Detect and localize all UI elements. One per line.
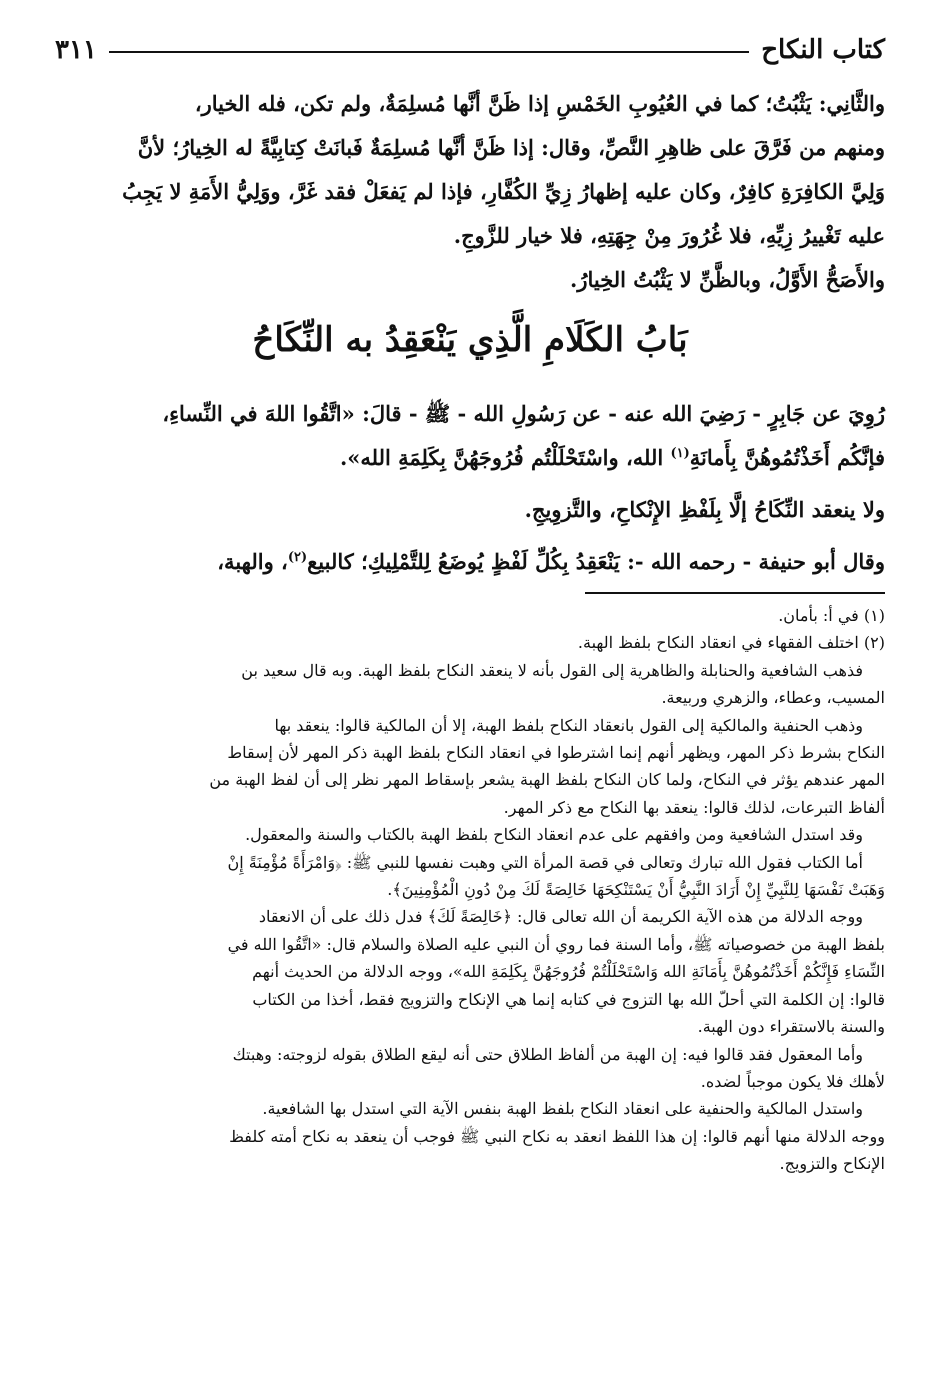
text-line: والأَصَحُّ الأَوَّلُ، وبالظَّنِّ لا يَثْبُتُ الخِيارُ. (570, 267, 885, 292)
paragraph-text: ، والهبة، (217, 549, 288, 574)
footnote-line: النِّسَاءِ فَإِنَّكُمْ أَخَذْتُمُوهُنَّ بِأَمَانَةِ الله وَاسْتَحْلَلْتُمْ فُرُوجَهُنَّ بِكَلِمَةِ الله»، ووجه الدلالة من الحديث أنهم (252, 962, 885, 982)
footnote-ref: (٢) (287, 550, 308, 565)
chapter-title: بَابُ الكَلَامِ الَّذِي يَنْعَقِدُ به النِّكَاحُ (252, 320, 688, 360)
footnote-line: ألفاظ التبرعات، لذلك قالوا: ينعقد بها النكاح مع ذكر المهر. (503, 797, 885, 817)
footnote-line: ووجه الدلالة منها أنهم قالوا: إن هذا اللفظ انعقد به نكاح النبي ﷺ فوجب أن ينعقد به نكاح أمته كلفظ (229, 1126, 885, 1146)
footnote-line: ووجه الدلالة من هذه الآية الكريمة أن الله تعالى قال: ﴿خَالِصَةً لَكَ﴾ فدل ذلك على أن الانعقاد (258, 907, 863, 927)
footnote-line: قالوا: إن الكلمة التي أحلّ الله بها التزوج في كتابه إنما هي الإنكاح والتزويج فقط، أخذا من الكتاب (252, 989, 885, 1009)
footnote-line: المهر عندهم يؤثر في النكاح، ولما كان النكاح بلفظ الهبة يشعر بإسقاط المهر نظر إلى أن لفظ الهبة من (209, 770, 885, 790)
footnote-line: وذهب الحنفية والمالكية إلى القول بانعقاد النكاح بلفظ الهبة، إلا أن المالكية قالوا: ينعقد بها (274, 715, 863, 735)
text-line: ومنهم من فَرَّقَ على ظاهِرِ النَّصِّ، وقال: إذا ظَنَّ أنَّها مُسلِمَةٌ فَبانَتْ كِتابِيَّةً له الخِيارُ؛ لأنَّ (137, 135, 885, 160)
footnote-line: الإنكاح والتزويج. (779, 1154, 885, 1174)
chapter-text-block (55, 392, 885, 584)
main-text-block (55, 82, 885, 302)
text-line: عليه تَغْييرُ زِيِّهِ، فلا غُرُورَ مِنْ جِهَتِهِ، فلا خيار للزَّوجِ. (453, 223, 885, 248)
footnote-line: والسنة بالاستقراء دون الهبة. (697, 1017, 885, 1037)
footnote-separator (585, 592, 885, 594)
hadith-text: فإنَّكُم أَخَذْتُمُوهُنَّ بِأَمانَةِ (689, 445, 885, 470)
paragraph (55, 540, 885, 584)
text-line: والثَّانِي: يَثْبُتُ؛ كما في العُيُوبِ الخَمْسِ إذا ظَنَّ أنَّها مُسلِمَةٌ، ولم تكن، فله الخيار، (194, 91, 885, 116)
footnote-line: وَهَبَتْ نَفْسَهَا لِلنَّبِيِّ إِنْ أَرَادَ النَّبِيُّ أَنْ يَسْتَنْكِحَهَا خَالِصَةً لَكَ مِنْ دُونِ الْمُؤْمِنِينَ﴾. (387, 880, 885, 900)
footnote-line: وأما المعقول فقد قالوا فيه: إن الهبة من ألفاظ الطلاق حتى أنه ليقع الطلاق بقوله لزوجته: وهبتك (232, 1044, 863, 1064)
hadith-line: رُوِيَ عن جَابِرٍ - رَضِيَ الله عنه - عن رَسُولِ الله - ﷺ - قالَ: «اتَّقُوا اللهَ في النِّساءِ، (162, 401, 885, 426)
footnote-line: وقد استدل الشافعية ومن وافقهم على عدم انعقاد النكاح بلفظ الهبة بالكتاب والسنة والمعقول. (245, 825, 863, 845)
footnotes-block (55, 602, 885, 1178)
page-number: ٣١١ (55, 35, 97, 65)
paragraph: ولا ينعقد النِّكَاحُ إلَّا بِلَفْظِ الإِنْكاحِ، والتَّزوِيجِ. (524, 497, 885, 522)
hadith-line (55, 436, 885, 480)
footnote-line: أما الكتاب فقول الله تبارك وتعالى في قصة المرأة التي وهبت نفسها للنبي ﷺ: ﴿وَامْرَأَةً مُؤْمِنَةً إِنْ (227, 852, 863, 872)
paragraph-text: وقال أبو حنيفة - رحمه الله -: يَنْعَقِدُ بِكُلِّ لَفْظٍ يُوضَعُ لِلتَّمْلِيكِ؛ كالبيع (307, 549, 885, 574)
footnote-line: بلفظ الهبة من خصوصياته ﷺ، وأما السنة فما روي أن النبي عليه الصلاة والسلام قال: «اتَّقُوا الله في (227, 934, 885, 954)
header-rule (109, 51, 749, 53)
running-header (55, 30, 885, 70)
footnote-line: النكاح بشرط ذكر المهر، ويظهر أنهم إنما اشترطوا في انعقاد النكاح بلفظ الهبة ذكر المهر لأن إسقاط (227, 743, 885, 763)
footnote-line: (١) في أ: بأمان. (778, 606, 885, 625)
text-line: وَلِيَّ الكافِرَةِ كافِرٌ، وكان عليه إظهارُ زِيِّ الكُفَّارِ، فإذا لم يَفعَلْ فقد غَرَّ، ووَلِيُّ الأَمَةِ لا يَجِبُ (122, 179, 885, 204)
footnote-ref: (١) (670, 446, 690, 461)
footnote-line: لأهلك فلا يكون موجباً لضده. (700, 1071, 885, 1091)
footnote-line: (٢) اختلف الفقهاء في انعقاد النكاح بلفظ الهبة. (577, 633, 885, 653)
hadith-text: الله، واسْتَحْلَلْتُم فُرُوجَهُنَّ بِكَلِمَةِ الله». (339, 445, 671, 470)
footnote-line: واستدل المالكية والحنفية على انعقاد النكاح بلفظ الهبة بنفس الآية التي استدل بها الشافعية. (262, 1099, 863, 1119)
footnote-line: المسيب، وعطاء، والزهري وربيعة. (661, 688, 885, 708)
header-title: كتاب النكاح (761, 35, 885, 65)
footnote-line: فذهب الشافعية والحنابلة والظاهرية إلى القول بأنه لا ينعقد النكاح بلفظ الهبة. وبه قال سعيد بن (241, 660, 863, 680)
